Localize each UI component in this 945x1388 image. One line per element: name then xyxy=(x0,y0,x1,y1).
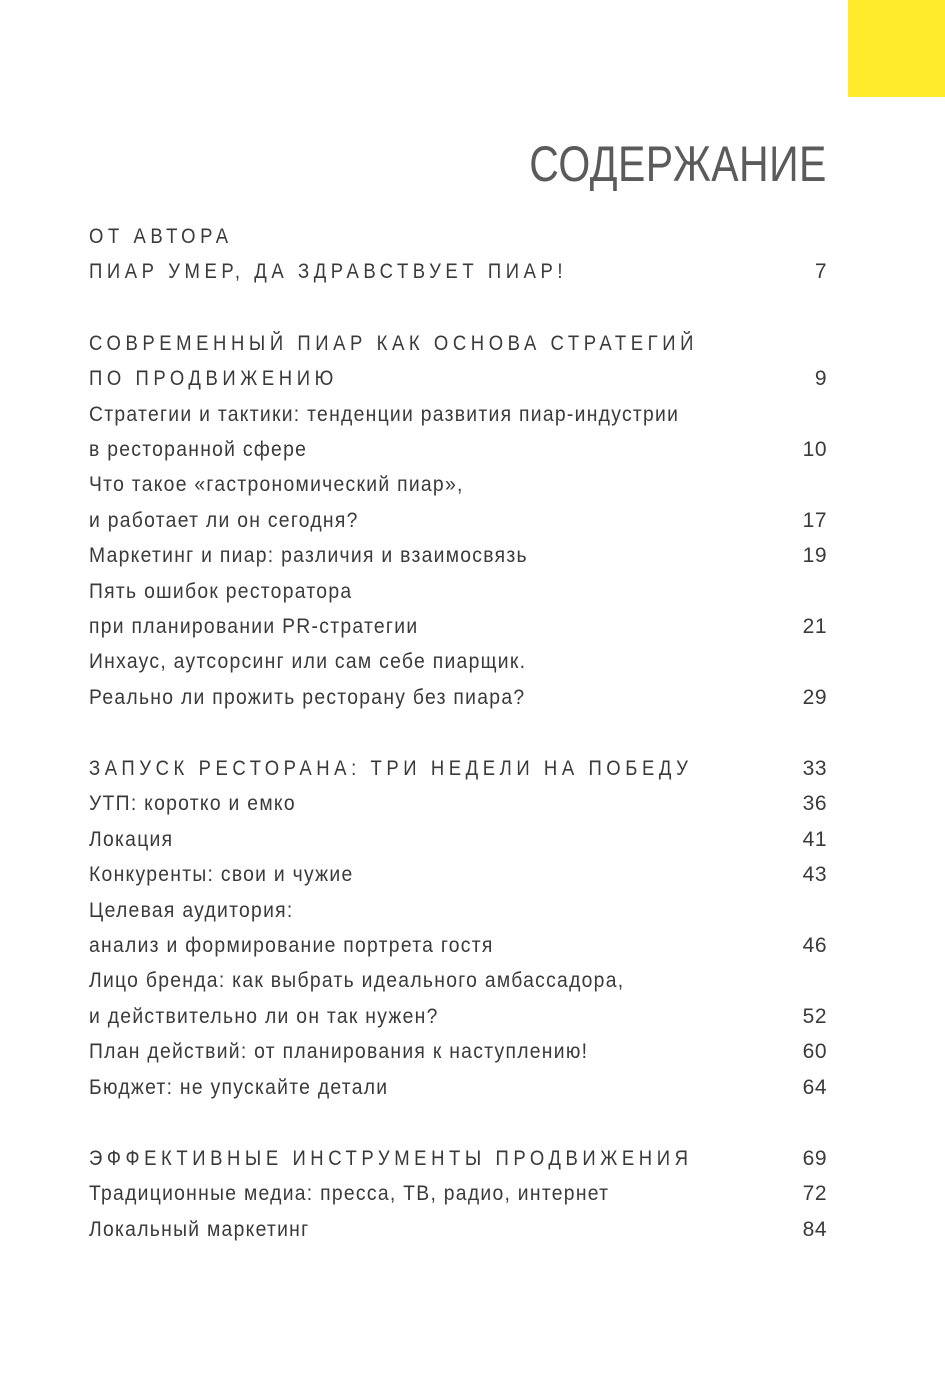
toc-subsection-entry[interactable] xyxy=(89,397,827,468)
toc-page-number: 60 xyxy=(802,1040,827,1064)
toc-subsection-entry[interactable] xyxy=(89,893,827,964)
toc-page-number: 9 xyxy=(814,367,827,391)
toc-entry-title-line: Маркетинг и пиар: различия и взаимосвязь xyxy=(89,544,528,568)
toc-entry-title-line: Реально ли прожить ресторану без пиара? xyxy=(89,685,526,709)
toc-page-number: 10 xyxy=(802,437,827,461)
toc-chapter-heading[interactable] xyxy=(89,751,827,786)
toc-section xyxy=(89,326,827,715)
toc-entry-title-line: Стратегии и тактики: тенденции развития пиар-индустрии xyxy=(89,402,680,426)
toc-entry-title-line: ПО ПРОДВИЖЕНИЮ xyxy=(89,367,338,391)
toc-subsection-entry[interactable] xyxy=(89,467,827,538)
toc-section xyxy=(89,1141,827,1247)
toc-page-number: 19 xyxy=(802,544,827,568)
toc-entry-title-line: Конкуренты: свои и чужие xyxy=(89,863,354,887)
yellow-corner-tab xyxy=(848,0,945,97)
toc-chapter-heading[interactable] xyxy=(89,1141,827,1176)
toc-entry-title-line: ОТ АВТОРА xyxy=(89,225,233,248)
toc-entry-title-line: при планировании PR-стратегии xyxy=(89,614,419,638)
toc-page-number: 29 xyxy=(802,685,827,709)
toc-section xyxy=(89,219,827,290)
toc-page-number: 17 xyxy=(802,508,827,532)
toc-entry-title-line: План действий: от планирования к наступлению! xyxy=(89,1040,589,1064)
toc-entry-title-line: в ресторанной сфере xyxy=(89,437,308,461)
toc-page-number: 7 xyxy=(814,260,827,284)
toc-subsection-entry[interactable] xyxy=(89,1070,827,1105)
toc-page-number: 64 xyxy=(802,1075,827,1099)
toc-entry-title-line: анализ и формирование портрета гостя xyxy=(89,934,494,958)
toc-entry-title-line: Локальный маркетинг xyxy=(89,1217,310,1241)
toc-entry-title-line: и действительно ли он так нужен? xyxy=(89,1004,439,1028)
toc-subsection-entry[interactable] xyxy=(89,1212,827,1247)
toc-chapter-heading[interactable] xyxy=(89,326,827,397)
toc-section xyxy=(89,751,827,1105)
toc-subsection-entry[interactable] xyxy=(89,786,827,821)
toc-chapter-heading[interactable] xyxy=(89,219,827,290)
toc-entry-title-line: и работает ли он сегодня? xyxy=(89,508,359,532)
toc-entry-title-line: Целевая аудитория: xyxy=(89,898,294,922)
toc-page-number: 33 xyxy=(802,757,827,781)
toc-entry-title-line: УТП: коротко и емко xyxy=(89,792,296,816)
toc-entry-title-line: Пять ошибок ресторатора xyxy=(89,579,353,603)
toc-entry-title-line: Инхаус, аутсорсинг или сам себе пиарщик. xyxy=(89,650,527,674)
toc-page-number: 21 xyxy=(802,614,827,638)
toc-page-number: 69 xyxy=(802,1146,827,1170)
table-of-contents xyxy=(89,219,827,1283)
toc-entry-title-line: СОВРЕМЕННЫЙ ПИАР КАК ОСНОВА СТРАТЕГИЙ xyxy=(89,331,698,355)
toc-entry-title-line: Что такое «гастрономический пиар», xyxy=(89,473,464,497)
toc-subsection-entry[interactable] xyxy=(89,574,827,645)
toc-page-number: 43 xyxy=(802,863,827,887)
toc-page-number: 84 xyxy=(802,1217,827,1241)
toc-subsection-entry[interactable] xyxy=(89,644,827,715)
toc-entry-title-line: ЗАПУСК РЕСТОРАНА: ТРИ НЕДЕЛИ НА ПОБЕДУ xyxy=(89,757,693,781)
toc-subsection-entry[interactable] xyxy=(89,1176,827,1211)
toc-entry-title-line: Локация xyxy=(89,827,174,851)
toc-entry-title-line: Бюджет: не упускайте детали xyxy=(89,1075,389,1099)
toc-page-number: 46 xyxy=(802,934,827,958)
toc-page-number: 72 xyxy=(802,1182,827,1206)
toc-entry-title-line: ЭФФЕКТИВНЫЕ ИНСТРУМЕНТЫ ПРОДВИЖЕНИЯ xyxy=(89,1146,693,1170)
toc-subsection-entry[interactable] xyxy=(89,857,827,892)
toc-entry-title-line: ПИАР УМЕР, ДА ЗДРАВСТВУЕТ ПИАР! xyxy=(89,260,568,284)
toc-subsection-entry[interactable] xyxy=(89,1034,827,1069)
toc-page-number: 36 xyxy=(802,792,827,816)
toc-page-number: 52 xyxy=(802,1004,827,1028)
toc-subsection-entry[interactable] xyxy=(89,963,827,1034)
toc-entry-title-line: Лицо бренда: как выбрать идеального амбассадора, xyxy=(89,969,625,993)
toc-subsection-entry[interactable] xyxy=(89,538,827,573)
toc-entry-title-line: Традиционные медиа: пресса, ТВ, радио, интернет xyxy=(89,1182,610,1206)
toc-subsection-entry[interactable] xyxy=(89,822,827,857)
page-title: СОДЕРЖАНИЕ xyxy=(529,136,827,192)
toc-page-number: 41 xyxy=(802,827,827,851)
